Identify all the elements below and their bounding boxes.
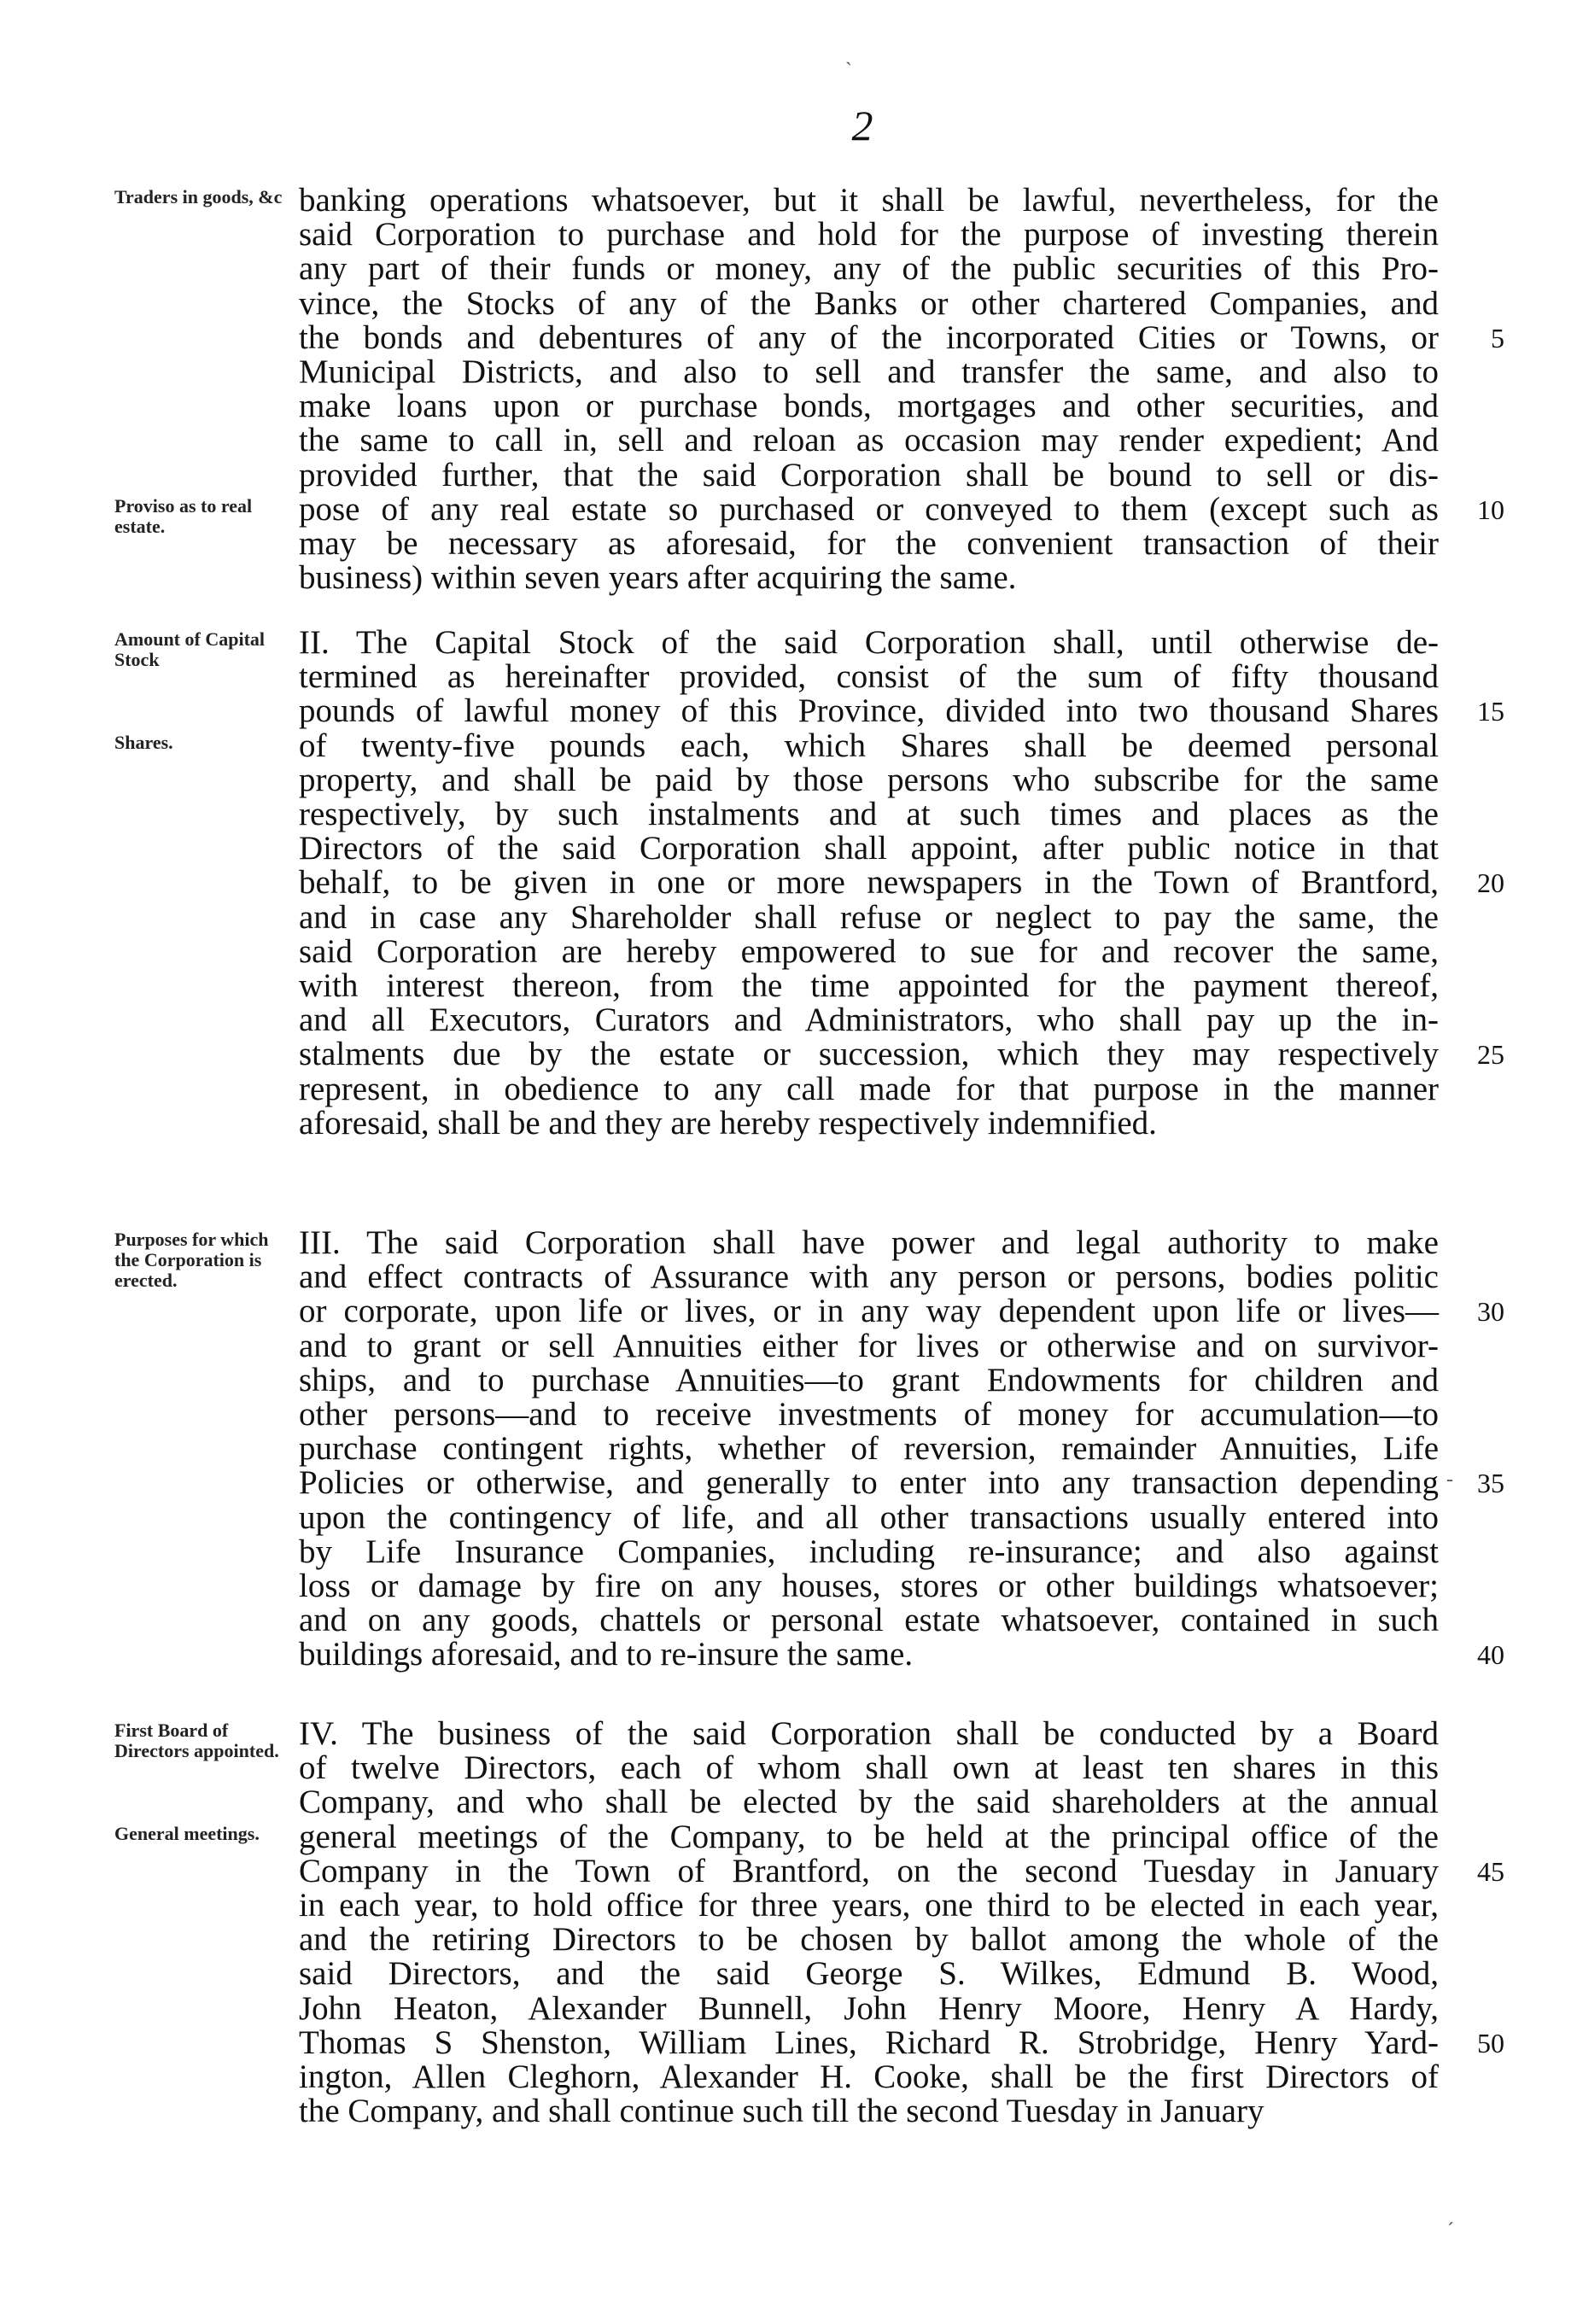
text-line: the Company, and shall continue such till the second Tuesday in January	[299, 2093, 1265, 2130]
text-line: behalf, to be given in one or more newspapers in the Town of Brantford,	[299, 864, 1439, 902]
line-number: 30	[1477, 1296, 1504, 1328]
section-body	[299, 1226, 1439, 1673]
text-line: termined as hereinafter provided, consist of the sum of fifty thousand	[299, 658, 1439, 696]
text-line: make loans upon or purchase bonds, mortgages and other securities, and	[299, 388, 1439, 425]
section-body	[299, 184, 1439, 595]
text-line: said Directors, and the said George S. Wilkes, Edmund B. Wood,	[299, 1955, 1439, 1993]
text-line: stalments due by the estate or succession, which they may respectively	[299, 1036, 1439, 1073]
text-line: and in case any Shareholder shall refuse or neglect to pay the same, the	[299, 898, 1439, 936]
text-line: the bonds and debentures of any of the incorporated Cities or Towns, or	[299, 318, 1439, 356]
text-line: said Corporation are hereby empowered to sue for and recover the same,	[299, 932, 1439, 970]
text-line: in each year, to hold office for three years, one third to be elected in each year,	[299, 1887, 1439, 1924]
text-line: ships, and to purchase Annuities—to grant Endowments for children and	[299, 1361, 1439, 1398]
text-line: Policies or otherwise, and generally to enter into any transaction depending	[299, 1464, 1439, 1502]
text-line: and all Executors, Curators and Administrators, who shall pay up the in-	[299, 1001, 1439, 1039]
text-line: banking operations whatsoever, but it shall be lawful, nevertheless, for the	[299, 182, 1439, 219]
text-line: IV. The business of the said Corporation shall be conducted by a Board	[299, 1715, 1439, 1752]
text-line: John Heaton, Alexander Bunnell, John Henry Moore, Henry A Hardy,	[299, 1989, 1439, 2027]
section-body	[299, 1717, 1439, 2128]
text-line: with interest thereon, from the time appointed for the payment thereof,	[299, 967, 1439, 1005]
text-line: aforesaid, shall be and they are hereby respectively indemnified.	[299, 1104, 1157, 1142]
text-line: buildings aforesaid, and to re-insure the same.	[299, 1636, 914, 1673]
text-line: general meetings of the Company, to be held at the principal office of the	[299, 1818, 1439, 1855]
text-line: Directors of the said Corporation shall appoint, after public notice in that	[299, 830, 1439, 867]
text-line: and effect contracts of Assurance with any person or persons, bodies politic	[299, 1258, 1439, 1296]
ink-speck: ˋ	[845, 60, 852, 82]
line-number: 50	[1477, 2027, 1504, 2058]
margin-note: First Board of Directors appointed.	[114, 1720, 279, 1761]
line-number: 45	[1477, 1855, 1504, 1887]
text-line: and on any goods, chattels or personal estate whatsoever, contained in such	[299, 1602, 1439, 1639]
text-line: represent, in obedience to any call made for that purpose in the manner	[299, 1070, 1439, 1107]
text-line: property, and shall be paid by those persons who subscribe for the same	[299, 761, 1439, 798]
text-line: Thomas S Shenston, William Lines, Richard R. Strobridge, Henry Yard-	[299, 2023, 1439, 2061]
margin-note: Traders in goods, &c	[114, 186, 283, 207]
margin-note: Proviso as to real estate.	[114, 494, 253, 537]
text-line: loss or damage by fire on any houses, stores or other buildings whatsoever;	[299, 1568, 1439, 1605]
text-line: vince, the Stocks of any of the Banks or other chartered Companies, and	[299, 284, 1439, 322]
text-line: by Life Insurance Companies, including re-insurance; and also against	[299, 1533, 1439, 1570]
line-number: 15	[1477, 696, 1504, 727]
line-number: 5	[1491, 322, 1504, 353]
text-line: and the retiring Directors to be chosen by ballot among the whole of the	[299, 1921, 1439, 1959]
text-line: other persons—and to receive investments of money for accumulation—to	[299, 1396, 1439, 1434]
text-line: the same to call in, sell and reloan as occasion may render expedient; And	[299, 422, 1439, 459]
text-line: of twenty-five pounds each, which Shares shall be deemed personal	[299, 727, 1439, 764]
text-line: pounds of lawful money of this Province, divided into two thousand Shares	[299, 692, 1439, 730]
ink-speck: -	[1446, 1469, 1453, 1491]
text-line: or corporate, upon life or lives, or in any way dependent upon life or lives—	[299, 1293, 1439, 1330]
text-line: pose of any real estate so purchased or conveyed to them (except such as	[299, 490, 1439, 528]
text-line: of twelve Directors, each of whom shall own at least ten shares in this	[299, 1749, 1439, 1787]
margin-note: Shares.	[114, 731, 173, 753]
text-line: and to grant or sell Annuities either for lives or otherwise and on survivor-	[299, 1327, 1439, 1364]
line-number: 40	[1477, 1639, 1504, 1671]
line-number: 10	[1477, 493, 1504, 525]
text-line: may be necessary as aforesaid, for the convenient transaction of their	[299, 525, 1439, 563]
text-line: Company in the Town of Brantford, on the second Tuesday in January	[299, 1852, 1439, 1889]
section-body	[299, 626, 1439, 1141]
text-line: purchase contingent rights, whether of reversion, remainder Annuities, Life	[299, 1430, 1439, 1468]
ink-speck: ˊ	[1447, 2220, 1454, 2242]
text-line: Company, and who shall be elected by the said shareholders at the annual	[299, 1784, 1439, 1821]
line-number: 35	[1477, 1468, 1504, 1499]
text-line: any part of their funds or money, any of the public securities of this Pro-	[299, 250, 1439, 288]
text-line: provided further, that the said Corporation shall be bound to sell or dis-	[299, 456, 1439, 493]
text-line: upon the contingency of life, and all other transactions usually entered into	[299, 1498, 1439, 1536]
text-line: respectively, by such instalments and at such times and places as the	[299, 796, 1439, 833]
line-number: 25	[1477, 1039, 1504, 1071]
page-number: 2	[851, 102, 873, 149]
text-line: III. The said Corporation shall have power and legal authority to make	[299, 1224, 1439, 1261]
text-line: Municipal Districts, and also to sell and transfer the same, and also to	[299, 353, 1439, 391]
text-line: business) within seven years after acquiring the same.	[299, 559, 1017, 597]
line-number: 20	[1477, 867, 1504, 899]
text-line: said Corporation to purchase and hold for the purpose of investing therein	[299, 216, 1439, 254]
margin-note: Purposes for which the Corporation is erected.	[114, 1229, 269, 1291]
margin-note: Amount of Capital Stock	[114, 628, 266, 670]
text-line: II. The Capital Stock of the said Corporation shall, until otherwise de-	[299, 624, 1439, 661]
text-line: ington, Allen Cleghorn, Alexander H. Cooke, shall be the first Directors of	[299, 2058, 1439, 2096]
margin-note: General meetings.	[114, 1822, 260, 1844]
